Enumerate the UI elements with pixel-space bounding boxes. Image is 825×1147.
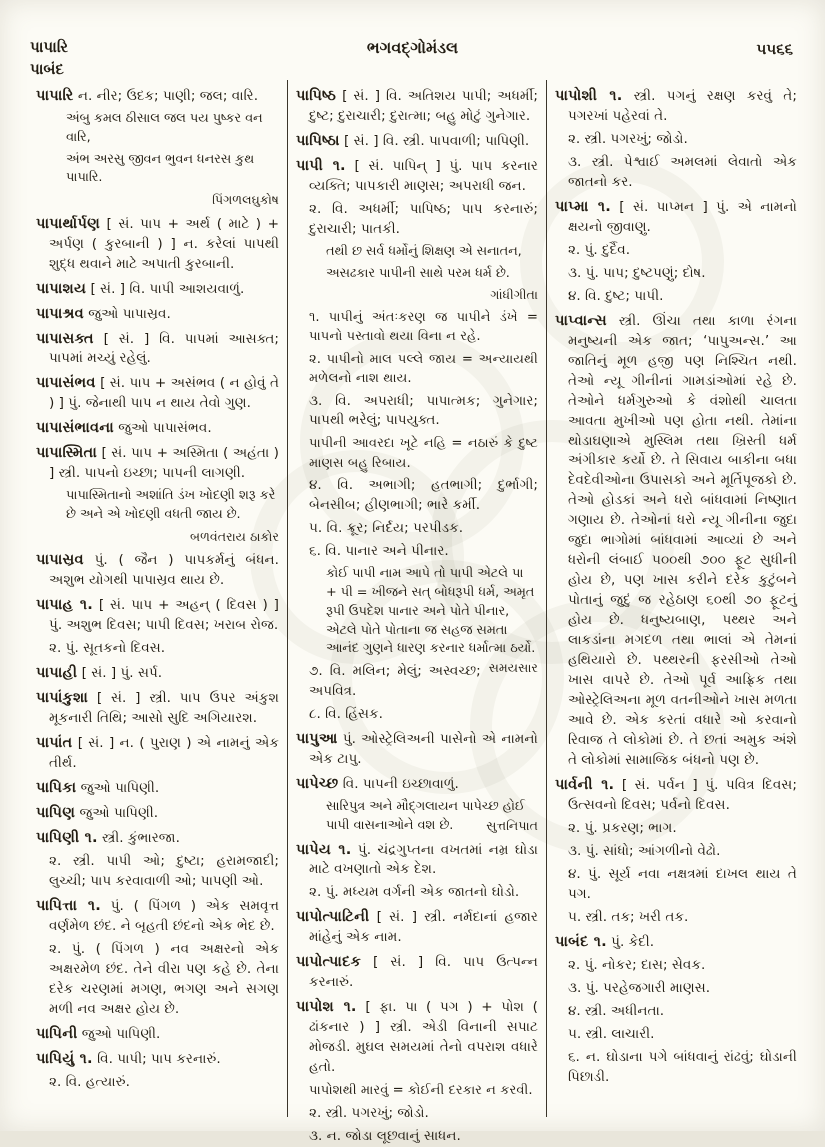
entry-sense: ૨. પું. પ્રકરણ; ભાગ.: [567, 819, 677, 836]
headword: પાપિની: [36, 1024, 78, 1042]
dictionary-entry: પાપાસક્ત [ સં. ] વિ. પાપમાં આસક્ત; પાપમાં મચ્યું રહેલું.: [36, 329, 279, 367]
headword: પાપોશી ૧.: [554, 87, 623, 104]
headword: પાપાહ ૧.: [36, 596, 93, 614]
entry-sense: ૪. વિ. અભાગી; હતભાગી; દુર્ભાગી; બેનસીબ; હીણભાગી; ભારે કર્મી.: [308, 477, 538, 514]
headword: પાપોત્પાટિની: [295, 908, 370, 926]
page-number: ૫૫૬૬: [756, 40, 793, 58]
entry-sense: ૫. સ્ત્રી. લાચારી.: [567, 1025, 655, 1042]
dictionary-entry: પાપી ૧. [ સં. પાપિન્ ] પું. પાપ કરનાર વ્યક્તિ; પાપકારી માણસ; અપરાધી જન.: [295, 156, 538, 194]
dictionary-entry: પાપેચ્છ વિ. પાપની ઇચ્છાવાળું.: [295, 774, 459, 792]
dictionary-entry: પાપ્વાન્સ સ્ત્રી. ઊંચા તથા કાળા રંગના મનુષ્યની એક જાત; ‘પાપુઅન્સ.’ આ જાતિનું મૂળ હજી પણ નિશ્ચિત નથી. તેઓ ન્યૂ ગીનીનાં ગામડાંઓમાં રહે છે. તેઓને ધર્મગુરુઓ કે વંશોથી ચાલતા આવતા મુખીઓ પણ હોતા નથી. તેમાંના થોડાઘણાએ મુસ્લિમ તથા ખ્રિસ્તી ધર્મ અંગીકાર કર્યો છે. તે સિવાય બાકીના બધા દેવદેવીઓના ઉપાસકો અને મૂર્તિપૂજકો છે. તેઓ હોડકાં અને ધરો બાંધવામાં નિષ્ણાત ગણાય છે. તેઓનાં ધરો ન્યૂ ગીનીના જુદા જુદા ભાગોમાં બાંધવામાં આવ્યાં છે અને ધરોની લંબાઈ ૫૦૦થી ૭૦૦ ફૂટ સુધીની હોય છે, પણ ખાસ કરીને દરેક કુટુંબને પોતાનું જુદું જ રહેઠાણ ૬૦થી ૭૦ ફૂટનું હોય છે. ધનુષ્યબાણ, પથ્થર અને લાકડાંના મગદળ તથા ભાલાં એ તેમનાં હથિયારો છે. પથ્થરની ફરસીઓ તેઓ ખાસ વાપરે છે. તેઓ પૂર્વ આફ્રિક તથા ઓસ્ટ્રેલિઅના મૂળ વતનીઓને ખાસ મળતા આવે છે. એક કરતાં વધારે ઓ કરવાનો રિવાજ તે લોકોમાં છે. તે છતાં અમુક અંશે તે લોકોમાં સામાજિક બંધનો પણ છે.: [554, 311, 797, 768]
dictionary-entry: પાપોશ ૧. [ ફા. પા ( પગ ) + પોશ ( ઢાંકનાર ) ] સ્ત્રી. એડી વિનાની સપાટ મોજડી. મુઘલ સમયમાં તેનો વપરાશ વધારે હતો.: [295, 998, 538, 1076]
entry-sense: ૫. સ્ત્રી. તક; ખરી તક.: [567, 908, 689, 925]
entry-sense: ૨. પું. નોકર; દાસ; સેવક.: [567, 956, 706, 973]
dictionary-entry: પાપાસંભવ [ સં. પાપ + અસંભવ ( ન હોવું તે ) ] પું. જેનાથી પાપ ન થાય તેવો ગુણ.: [36, 374, 279, 412]
quotation-line: પાપાસ્મિતાનો અશાંતિ ડંખ ખોદણી શરૂ કરે છે અને એ ખોદણી વધતી જાય છે.: [66, 488, 276, 523]
headword: પાપોત્પાદક: [295, 953, 361, 971]
dictionary-entry: પાપિકા જુઓ પાપિણી.: [36, 779, 160, 797]
citation-source: પિંગળલઘુકોષ: [212, 192, 279, 208]
headword: પાપી ૧.: [295, 156, 346, 174]
headword: પાપ્મા ૧.: [554, 197, 611, 215]
headword: પાપેચ્છ: [295, 774, 339, 792]
dictionary-entry: પાપુઆ પું. ઓસ્ટ્રેલિઅની પાસેનો એ નામનો એક ટાપુ.: [295, 730, 538, 767]
entry-sense: ૨. સ્ત્રી. પાપી ઓ; દુષ્ટા; હરામજાદી; લુચ્ચી; પાપ કરવાવાળી ઓ; પાપણી ઓ.: [49, 852, 279, 889]
text-columns: [28, 80, 805, 1144]
entry-sense: ૭. વિ. મલિન; મેલું; અસ્વચ્છ; અપવિત્ર.: [308, 663, 481, 700]
entry-sense: ૨. પું. ( પિંગળ ) નવ અક્ષરનો એક અક્ષરમેળ છંદ. તેને વીરા પણ કહે છે. તેના દરેક ચરણમાં મગણ, ભગણ અને સગણ મળી નવ અક્ષર હોય છે.: [49, 940, 279, 1017]
headword: પાપાહી: [36, 664, 78, 682]
entry-sense: ૩. પું. સાંધો; આંગળીનો વેઢો.: [567, 842, 721, 859]
quotation-line: કોઈ પાપી નામ આપે તો પાપી એટલે પા + પી = ખીજને સત્ બોધરૂપી ધર્મ, અમૃત રૂપી ઉપદેશ પાનાર અને પોતે પીનાર, એટલે પોતે પોતાના જ સહજ સમતા આનંદ ગુણને ધારણ કરનાર ધર્માત્મા ઠર્યો. સમયસાર: [296, 565, 538, 659]
headword: પાપારિ: [36, 87, 74, 104]
headword: પાપિયું ૧.: [36, 1049, 93, 1067]
headword: પાપિત્તા ૧.: [36, 896, 101, 914]
dictionary-entry: પાપોત્પાદક [ સં. ] વિ. પાપ ઉત્પન્ન કરનારું.: [295, 953, 538, 991]
headword: પાપ્વાન્સ: [554, 311, 607, 329]
headword: પાપિકા: [36, 779, 77, 797]
entry-sense: ૨. સ્ત્રી. પગરખું; જોડો.: [308, 1104, 429, 1121]
dictionary-entry: પાપિયું ૧. વિ. પાપી; પાપ કરનારું.: [36, 1049, 221, 1067]
dictionary-entry: પાપાશ્રવ જુઓ પાપાસ્રવ.: [36, 304, 171, 322]
headword: પાપુઆ: [295, 730, 338, 748]
headword: પાપાર્થાર્પણ: [36, 214, 101, 232]
entry-sense: ૩. વિ. અપરાધી; પાપાત્મક; ગુનેગાર; પાપથી ભરેલું; પાપયુક્ત.: [308, 392, 538, 429]
citation-source: ગાંધીગીતા: [490, 287, 538, 303]
entry-sense: ૨. વિ. હત્યારું.: [49, 1073, 130, 1090]
idiom-line: ૨. પાપીનો માલ પલ્લે જાય = અન્યાયથી મળેલનો નાશ થાય.: [308, 351, 538, 387]
dictionary-entry: પાપાંકુશા [ સં. ] સ્ત્રી. પાપ ઉપર અંકુશ મૂકનારી તિથિ; આસો સુદિ અગિયારશ.: [36, 689, 279, 727]
headword: પાપાસંભાવના: [36, 419, 114, 437]
dictionary-entry: પાપાસ્રવ પું. ( જૈન ) પાપકર્મનું બંધન. અશુભ યોગથી પાપાસ્રવ થાય છે.: [36, 551, 279, 589]
dictionary-entry: પાપાશય [ સં. ] વિ. પાપી આશયવાળું.: [36, 279, 245, 297]
headword: પાપેય ૧.: [295, 840, 352, 858]
quotation-line: અંભ અરસુ જીવન ભુવન ધનરસ કુથ પાપારિ.: [66, 151, 255, 186]
column-1: [28, 80, 287, 1117]
running-head-last-word: પાબંદ: [30, 60, 64, 78]
dictionary-entry: પાપાસંભાવના જુઓ પાપાસંભવ.: [36, 419, 212, 437]
dictionary-entry: પાપિણી ૧. સ્ત્રી. કુંભારજા.: [36, 829, 180, 846]
dictionary-entry: પાપાસ્મિતા [ સં. પાપ + અસ્મિતા ( અહંતા ) ] સ્ત્રી. પાપનો ઇચ્છા; પાપની લાગણી.: [36, 444, 279, 482]
idiom-line: પાપોશથી મારવું = કોઈની દરકાર ન કરવી.: [308, 1083, 533, 1099]
headword: પાપિષ્ઠ: [295, 87, 337, 104]
dictionary-entry: પાબંદ ૧. પું. કેદી.: [554, 932, 655, 950]
dictionary-entry: પાપોશી ૧. સ્ત્રી. પગનું રક્ષણ કરવું તે; પગરખાં પહેરવાં તે.: [554, 87, 797, 124]
entry-sense: ૨. પું. સૂતકનો દિવસ.: [49, 640, 166, 657]
entry-sense: ૪. સ્ત્રી. અધીનતા.: [567, 1002, 665, 1019]
headword: પાપાસક્ત: [36, 329, 94, 347]
dictionary-entry: પાપેય ૧. પું. ચંદ્રગુપ્તના વખતમાં નમ્ર ઘોડા માટે વખણાતો એક દેશ.: [295, 840, 538, 878]
headword: પાપાશય: [36, 279, 87, 297]
headword: પાપિષ્ઠા: [295, 131, 340, 149]
citation-source: બળવંતરાય ઠાકોર: [189, 528, 279, 544]
running-head-first-word: પાપારિ: [30, 38, 68, 56]
entry-sense: ૬. ન. ઘોડાના પગે બાંધવાનું રાંઢવું; ઘોડાની પિછાડી.: [567, 1048, 797, 1085]
column-2: [287, 80, 546, 1144]
headword: પાપાશ્રવ: [36, 304, 84, 322]
dictionary-entry: પાપ્મા ૧. [ સં. પાપ્મન ] પું. એ નામનો ક્ષયનો જીવાણુ.: [554, 197, 797, 235]
dictionary-entry: પાપિષ્ઠ [ સં. ] વિ. અતિશય પાપી; અધર્મી; દુષ્ટ; દુરાચારી; દુરાત્મા; બહુ મોટું ગુનેગાર.: [295, 87, 538, 124]
entry-sense: ૩. સ્ત્રી. પેશ્વાઈ અમલમાં લેવાતો એક જાતનો કર.: [567, 153, 797, 190]
dictionary-entry: પાપિણ જુઓ પાપિણી.: [36, 804, 159, 822]
entry-sense: ૨. પું. દુર્દૈવ.: [567, 241, 631, 258]
entry-sense: ૨. પું. મધ્યમ વર્ગની એક જાતનો ઘોડો.: [308, 884, 520, 901]
dictionary-entry: પાપાર્થાર્પણ [ સં. પાપ + અર્થ ( માટે ) + અર્પણ ( કુરબાની ) ] ન. કરેલાં પાપથી શુદ્ધ થવાને માટે અપાતી કુરબાની.: [36, 214, 279, 272]
headword: પાપિણ: [36, 804, 76, 822]
dictionary-entry: પાપાહ ૧. [ સં. પાપ + અહન્ ( દિવસ ) ] પું. અશુભ દિવસ; પાપી દિવસ; ખરાબ રોજ.: [36, 596, 279, 634]
entry-sense: ૩. પું. પરહેજગારી માણસ.: [567, 979, 711, 996]
dictionary-entry: પાર્વની ૧. [ સં. પર્વન ] પું. પવિત્ર દિવસ; ઉત્સવનો દિવસ; પર્વનો દિવસ.: [554, 775, 797, 813]
quotation-line: તથી છ સર્વ ધર્મોનું શિક્ષણ એ સનાતન,: [325, 243, 522, 259]
dictionary-entry: પાપાહી [ સં. ] પું. સર્પ.: [36, 664, 163, 682]
citation-source: સુત્તનિપાત: [486, 817, 538, 833]
entry-sense: ૫. વિ. ક્રૂર; નિર્દય; પરપીડક.: [308, 520, 464, 537]
entry-sense: ૪. વિ. દુષ્ટ; પાપી.: [567, 287, 664, 304]
entry-sense: ૬. વિ. પાનાર અને પીનાર.: [308, 543, 449, 560]
dictionary-entry: પાપિત્તા ૧. પું. ( પિંગળ ) એક સમવૃત્ત વર્ણમેળ છંદ. ને બૃહતી છંદનો એક ભેદ છે.: [36, 896, 279, 934]
dictionary-entry: પાપારિ ન. નીર; ઉદક; પાણી; જલ; વારિ.: [36, 87, 259, 104]
entry-sense: ૨. વિ. અધર્મી; પાપિષ્ઠ; પાપ કરનારું; દુરાચારી; પાતકી.: [308, 200, 538, 237]
headword: પાર્વની ૧.: [554, 775, 615, 793]
headword: પાપાંત: [36, 734, 73, 752]
citation-source: સમયસાર: [488, 660, 538, 676]
entry-sense: ૩. ન. જોડા લૂછવાનું સાધન.: [308, 1127, 461, 1144]
headword: પાબંદ ૧.: [554, 932, 607, 950]
entry-sense: ૨. સ્ત્રી. પગરખું; જોડો.: [567, 130, 688, 147]
quotation-line: અંબુ કમલ ઠીસાલ જલ પય પુષ્કર વન વારિ,: [66, 110, 263, 145]
idiom-line: ૧. પાપીનું અંતઃકરણ જ પાપીને ડંખે = પાપનો પસ્તાવો થયા વિના ન રહે.: [308, 309, 538, 345]
headword: પાપાંકુશા: [36, 689, 89, 707]
column-3: [546, 80, 805, 1117]
dictionary-entry: પાપોત્પાટિની [ સં. ] સ્ત્રી. નર્મદાનાં હજાર માંહેનું એક નામ.: [295, 908, 538, 946]
headword: પાપાસ્રવ: [36, 551, 84, 569]
page-header: [0, 0, 825, 78]
dictionary-entry: પાપાંત [ સં. ] ન. ( પુરાણ ) એ નામનું એક તીર્થ.: [36, 734, 279, 772]
idiom-line: પાપીની આવરદા ખૂટે નહિ = નઠારું કે દુષ્ટ માણસ બહુ રિબાય.: [308, 436, 538, 471]
entry-sense: ૩. પું. પાપ; દુષ્ટપણું; દોષ.: [567, 264, 706, 281]
headword: પાપાસ્મિતા: [36, 444, 97, 462]
headword: પાપોશ ૧.: [295, 998, 357, 1016]
entry-sense: ૪. પું. સૂર્ય નવા નક્ષત્રમાં દાખલ થાય તે પગ.: [567, 865, 797, 902]
quotation-line: સારિપુત્ર અને મૌદ્ગલાયન પાપેચ્છ હોઈ પાપી વાસનાઓને વશ છે. સુત્તનિપાત: [296, 798, 538, 836]
dictionary-entry: પાપિની જુઓ પાપિણી.: [36, 1024, 161, 1042]
book-title: ભગવદ્ગોમંડલ: [366, 38, 459, 57]
entry-sense: ૮. વિ. હિંસક.: [308, 706, 383, 723]
quotation-line: અસઢકાર પાપીની સાથે પરમ ધર્મ છે.: [325, 265, 510, 281]
dictionary-entry: પાપિષ્ઠા [ સં. ] વિ. સ્ત્રી. પાપવાળી; પાપિણી.: [295, 131, 530, 149]
headword: પાપિણી ૧.: [36, 829, 98, 846]
headword: પાપાસંભવ: [36, 374, 96, 392]
